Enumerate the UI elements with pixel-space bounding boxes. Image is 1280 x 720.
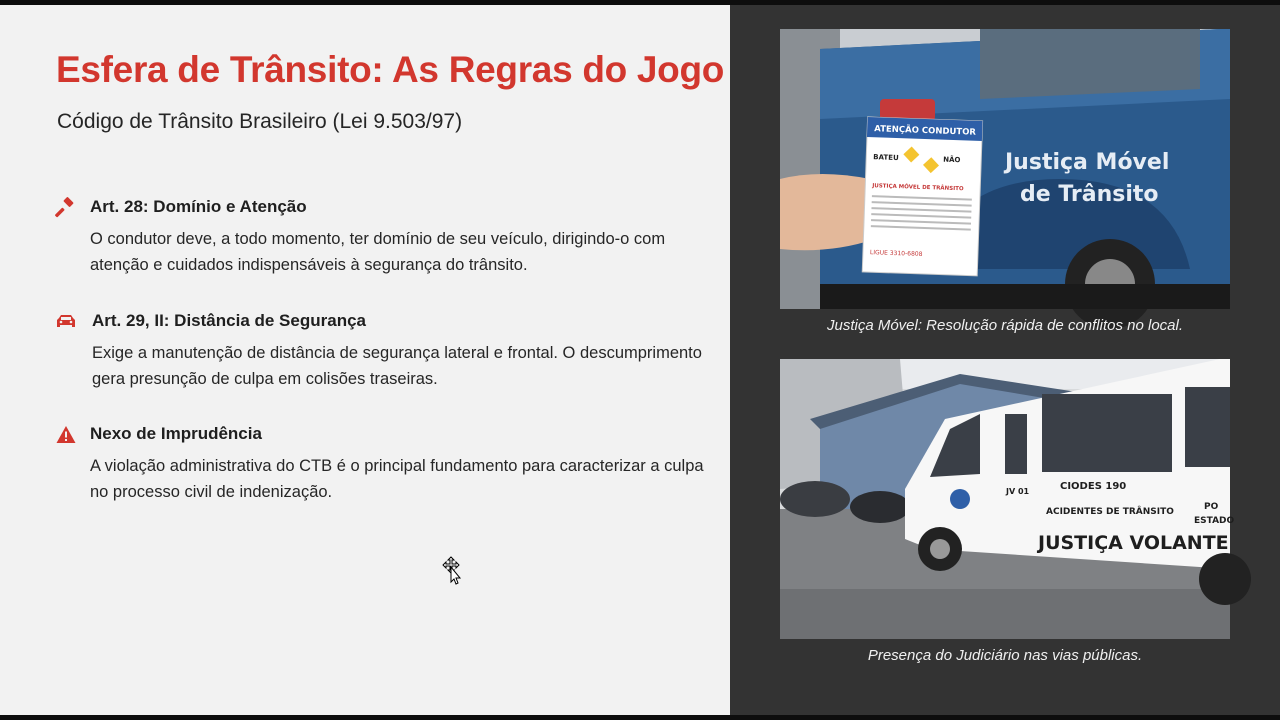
van-lettering: Justiça Móvel [1005, 150, 1170, 175]
photo-van-white [780, 359, 1235, 639]
slide-title: Esfera de Trânsito: As Regras do Jogo [56, 49, 725, 90]
photo-van-blue [780, 29, 1230, 309]
photo-panel [730, 5, 1280, 715]
van-code: CIODES 190 [1060, 481, 1127, 492]
bullet-heading: Nexo de Imprudência [90, 424, 262, 443]
photo-justica-volante [780, 359, 1235, 639]
car-front-icon [56, 312, 76, 332]
flyer-phone: LIGUE 3310-6808 [869, 249, 923, 258]
van-side-text: ESTADO [1194, 516, 1235, 526]
bullet-body: Exige a manutenção de distância de segurança lateral e frontal. O descumprimento gera presunção de culpa em colisões traseiras. [92, 344, 702, 388]
bullet-heading: Art. 28: Domínio e Atenção [90, 197, 307, 216]
van-subtitle: ACIDENTES DE TRÂNSITO [1046, 507, 1174, 517]
text-panel [0, 5, 730, 715]
photo-caption: Justiça Móvel: Resolução rápida de conflitos no local. [826, 317, 1184, 334]
bullet-body: A violação administrativa do CTB é o principal fundamento para caracterizar a culpa no processo civil de indenização. [90, 457, 704, 501]
photo-caption: Presença do Judiciário nas vias públicas. [867, 647, 1143, 664]
bullet-heading: Art. 29, II: Distância de Segurança [92, 311, 366, 330]
van-lettering: de Trânsito [1020, 182, 1159, 207]
van-plate: JV 01 [1006, 487, 1030, 496]
warning-icon [56, 425, 76, 445]
flyer-brand: JUSTIÇA MÓVEL DE TRÂNSITO [872, 183, 964, 193]
presentation-slide [0, 5, 1280, 715]
van-side-text: PO [1204, 502, 1219, 512]
move-cursor-icon [443, 557, 463, 585]
gavel-icon [56, 198, 76, 218]
flyer-title: ATENÇÃO CONDUTOR [874, 124, 977, 138]
slide-subtitle: Código de Trânsito Brasileiro (Lei 9.503/97) [57, 110, 463, 133]
photo-justica-movel [780, 29, 1230, 309]
van-name: JUSTIÇA VOLANTE [1038, 532, 1229, 554]
flyer-label: BATEU [873, 153, 899, 163]
bullet-body: O condutor deve, a todo momento, ter domínio de seu veículo, dirigindo-o com atenção e cuidados indispensáveis à segurança do trânsito. [90, 230, 666, 274]
flyer-label: NÃO [943, 155, 961, 165]
